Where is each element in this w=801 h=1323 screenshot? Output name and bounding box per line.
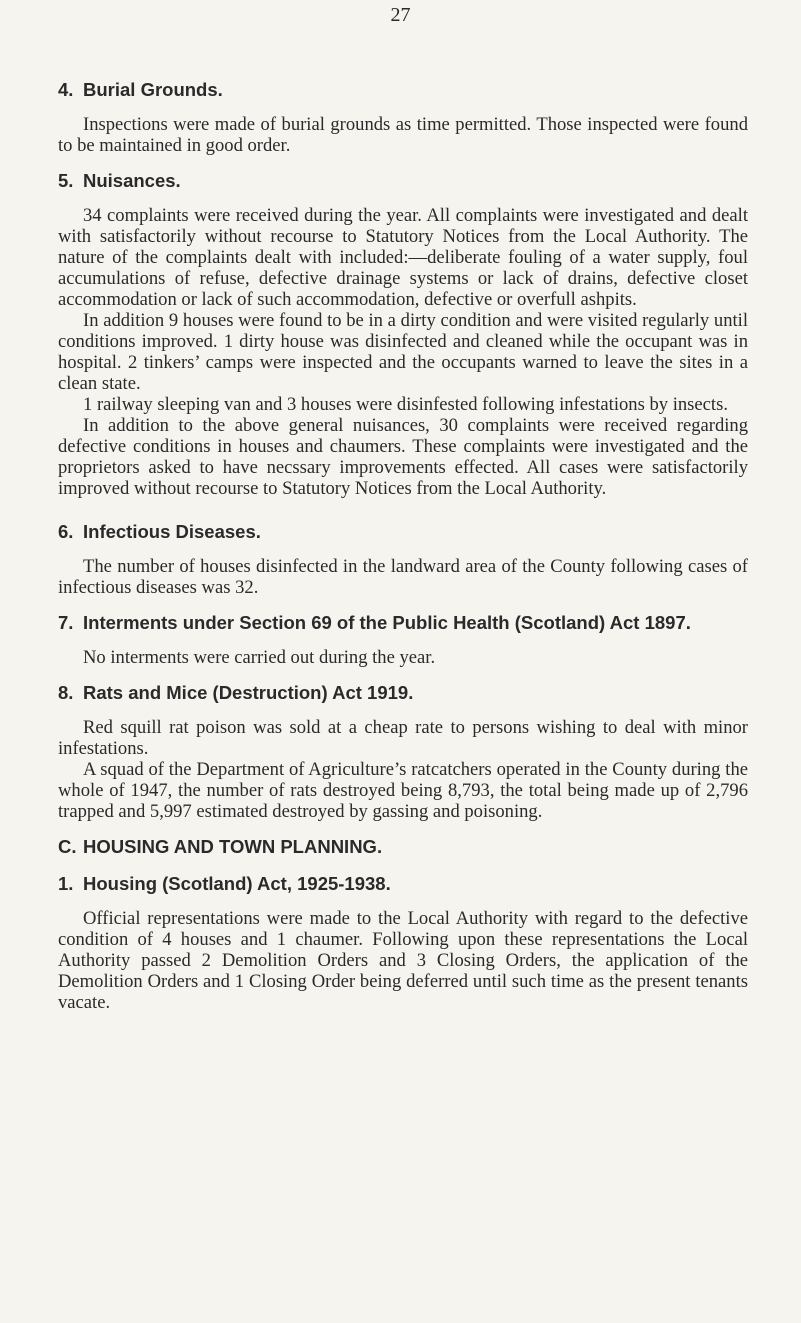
section-title: Infectious Diseases.: [83, 521, 261, 542]
paragraph: 1 railway sleeping van and 3 houses were disinfested following infestations by insects.: [83, 394, 728, 415]
section-heading-housing-act: [58, 872, 748, 896]
paragraph: 34 complaints were received during the year. All complaints were investigated and dealt with satisfactorily without recourse to Statutory Notices from the Local Authority. The nature of the complaints dealt with included:—deliberate fouling of a water supply, foul accumulations of refuse, defective drainage systems or lack of drains, defective closet accommodation or lack of such accommodation, defective or overfull ashpits.: [58, 205, 748, 310]
section-title: Housing (Scotland) Act, 1925-1938.: [83, 873, 391, 894]
paragraph: No interments were carried out during the year.: [83, 647, 436, 668]
paragraph: Red squill rat poison was sold at a cheap rate to persons wishing to deal with minor infestations.: [58, 717, 748, 759]
paragraph: A squad of the Department of Agriculture’s ratcatchers operated in the County during the whole of 1947, the number of rats destroyed being 8,793, the total being made up of 2,796 trapped and 5,997 estimated destroyed by gassing and poisoning.: [58, 759, 748, 822]
section-heading-nuisances: [58, 169, 748, 193]
page-number: 27: [390, 4, 411, 26]
section-heading-infectious-diseases: [58, 520, 748, 544]
section-number: 7.: [58, 612, 74, 633]
section-heading-burial-grounds: [58, 78, 748, 102]
section-number: 6.: [58, 521, 74, 542]
section-number: 8.: [58, 682, 74, 703]
paragraph: Official representations were made to the Local Authority with regard to the defective condition of 4 houses and 1 chaumer. Following upon these representations the Local Authority passed 2 Demolition Orders and 3 Closing Orders, the application of the Demolition Orders and 1 Closing Order being deferred until such time as the present tenants vacate.: [58, 908, 748, 1013]
part-letter: C.: [58, 836, 77, 857]
paragraph: The number of houses disinfected in the landward area of the County following cases of infectious diseases was 32.: [58, 556, 748, 598]
paragraph: In addition to the above general nuisances, 30 complaints were received regarding defective conditions in houses and chaumers. These complaints were investigated and the proprietors asked to have necssary improvements effected. All cases were satisfactorily improved without recourse to Statutory Notices from the Local Authority.: [58, 415, 748, 499]
section-title: Rats and Mice (Destruction) Act 1919.: [83, 682, 414, 703]
section-number: 4.: [58, 79, 74, 100]
section-title: Burial Grounds.: [83, 79, 223, 100]
part-title: HOUSING AND TOWN PLANNING.: [83, 836, 383, 857]
section-title: Nuisances.: [83, 170, 181, 191]
section-title: Interments under Section 69 of the Public Health (Scotland) Act 1897.: [83, 612, 691, 633]
section-number: 1.: [58, 873, 74, 894]
paragraph: Inspections were made of burial grounds as time permitted. Those inspected were found to be maintained in good order.: [58, 114, 748, 156]
section-heading-rats-and-mice: [58, 681, 748, 705]
section-number: 5.: [58, 170, 74, 191]
page-body: [58, 78, 748, 1013]
part-heading-housing-and-town-planning: [58, 835, 748, 859]
section-heading-interments: [58, 611, 748, 635]
paragraph: In addition 9 houses were found to be in a dirty condition and were visited regularly until conditions improved. 1 dirty house was disinfected and cleaned while the occupant was in hospital. 2 tinkers’ camps were inspected and the occupants warned to leave the sites in a clean state.: [58, 310, 748, 394]
